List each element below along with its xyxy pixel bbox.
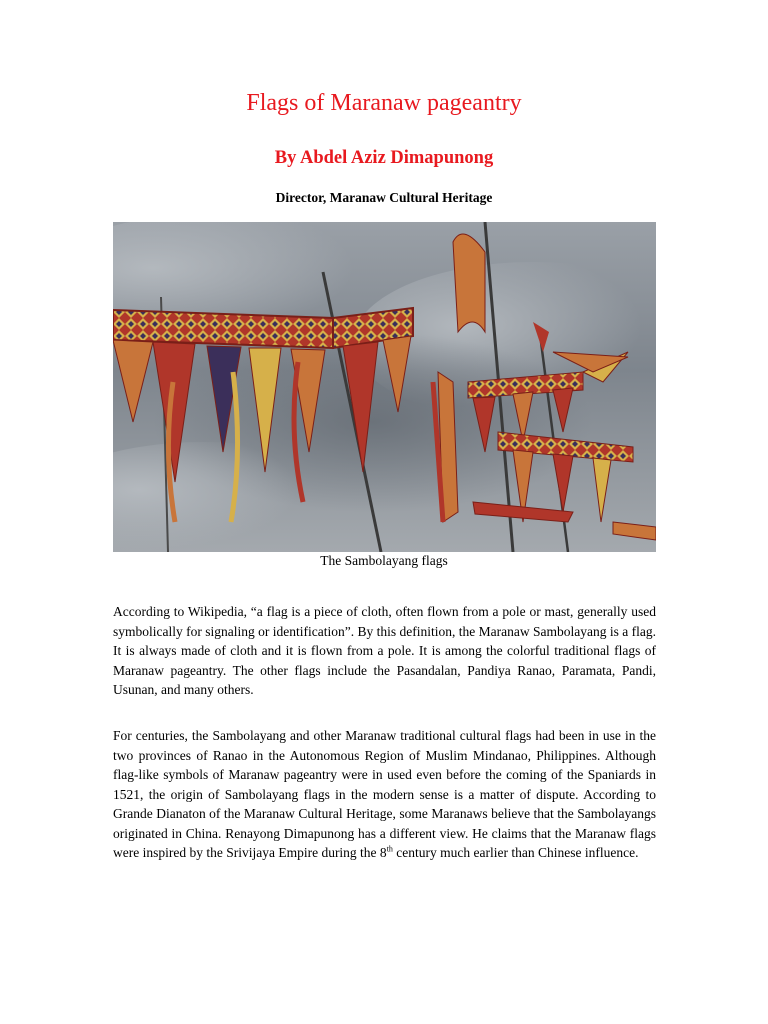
author-role: Director, Maranaw Cultural Heritage bbox=[275, 190, 493, 205]
figure-caption: The Sambolayang flags bbox=[320, 553, 448, 568]
paragraph-2 bbox=[113, 726, 656, 863]
ordinal-superscript: th bbox=[386, 844, 393, 854]
paragraph-1: According to Wikipedia, “a flag is a piece of cloth, often flown from a pole or mast, generally used symbolically for signaling or identification”. By this definition, the Maranaw Sambolayang is a flag. It is always made of cloth and it is flown from a pole. It is among the colorful traditional flags of Maranaw pageantry. The other flags include the Pasandalan, Pandiya Ranao, Paramata, Pandi, Usunan, and many others. bbox=[113, 604, 656, 697]
paragraph-2-text-before: For centuries, the Sambolayang and other Maranaw traditional cultural flags had been in use in the two provinces of Ranao in the Autonomous Region of Muslim Mindanao, Philippines. Although flag-like symbols of Maranaw pageantry were in used even before the coming of the Spaniards in 1521, the origin of Sambolayang flags in the modern sense is a matter of dispute. According to Grande Dianaton of the Maranaw Cultural Heritage, some Maranaws believe that the Sambolayangs originated in China. Renayong Dimapunong has a different view. He claims that the Maranaw flags were inspired by the Srivijaya Empire during the 8 bbox=[113, 728, 656, 860]
document-title: Flags of Maranaw pageantry bbox=[246, 90, 522, 116]
paragraph-2-text-after: century much earlier than Chinese influence. bbox=[392, 845, 639, 860]
sambolayang-flags-photo bbox=[113, 222, 656, 552]
author-byline: By Abdel Aziz Dimapunong bbox=[274, 148, 494, 168]
